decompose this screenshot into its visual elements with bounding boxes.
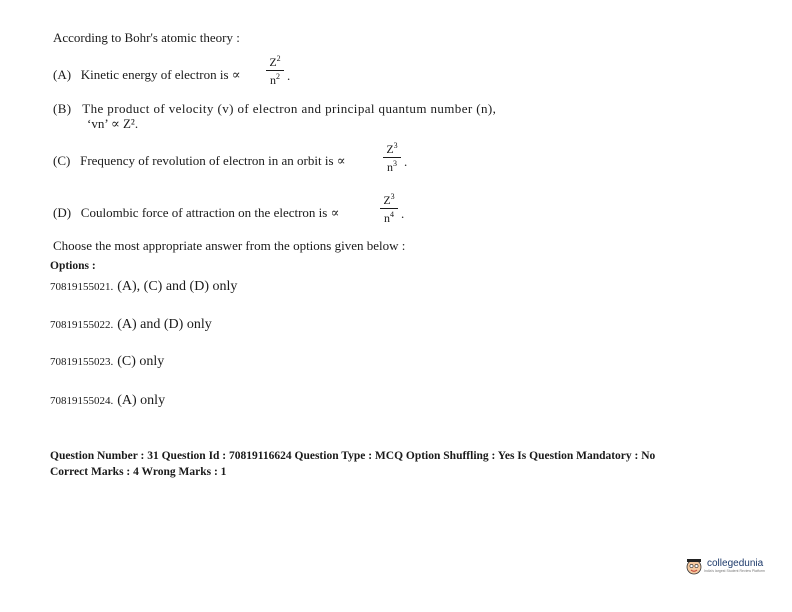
option-3[interactable] [50, 352, 164, 370]
fraction-d: $Z^3$ $n^4$ [380, 193, 398, 224]
statement-text: Coulombic force of attraction on the electron is ∝ [80, 205, 340, 220]
option-4[interactable] [50, 391, 165, 409]
fraction-a: $Z^2$ $n^2$ [266, 55, 284, 86]
question-meta: Question Number : 31 Question Id : 70819116624 Question Type : MCQ Option Shuffling : Yes Is Question Mandatory : No [50, 450, 656, 462]
statement-label: (B) [53, 101, 72, 116]
question-marks: Correct Marks : 4 Wrong Marks : 1 [50, 466, 227, 478]
statement-d [53, 205, 339, 221]
statement-b [53, 101, 496, 117]
option-text: (C) only [117, 354, 165, 369]
logo-name: collegedunia [707, 558, 764, 569]
statement-a [53, 67, 241, 83]
option-text: (A), (C) and (D) only [117, 279, 238, 294]
logo-tagline: India's largest Student Review Platform [704, 569, 765, 573]
statement-text: Kinetic energy of electron is ∝ [80, 67, 241, 82]
statement-text: The product of velocity (v) of electron and principal quantum number (n), [82, 101, 497, 116]
statement-text: Frequency of revolution of electron in an orbit is ∝ [80, 153, 346, 168]
fraction-c: $Z^3$ $n^3$ [383, 142, 401, 173]
statement-label: (D) [53, 205, 72, 220]
statement-c [53, 153, 346, 169]
statement-end: . [404, 154, 408, 169]
statement-b-line2: ‘vn’ ∝ Z². [87, 116, 139, 131]
option-id: 70819155023. [50, 356, 114, 368]
statement-label: (C) [53, 153, 71, 168]
option-1[interactable] [50, 277, 237, 295]
option-text: (A) and (D) only [117, 317, 212, 332]
option-id: 70819155024. [50, 395, 114, 407]
question-intro: According to Bohr's atomic theory : [53, 30, 240, 45]
statement-label: (A) [53, 67, 72, 82]
option-text: (A) only [117, 393, 166, 408]
instruction: Choose the most appropriate answer from the options given below : [53, 238, 406, 253]
options-heading: Options : [50, 260, 96, 272]
collegedunia-logo [684, 556, 765, 576]
mascot-icon [684, 556, 704, 576]
option-id: 70819155021. [50, 281, 114, 293]
statement-end: . [287, 68, 291, 83]
option-2[interactable] [50, 315, 212, 333]
option-id: 70819155022. [50, 319, 114, 331]
statement-end: . [401, 206, 405, 221]
